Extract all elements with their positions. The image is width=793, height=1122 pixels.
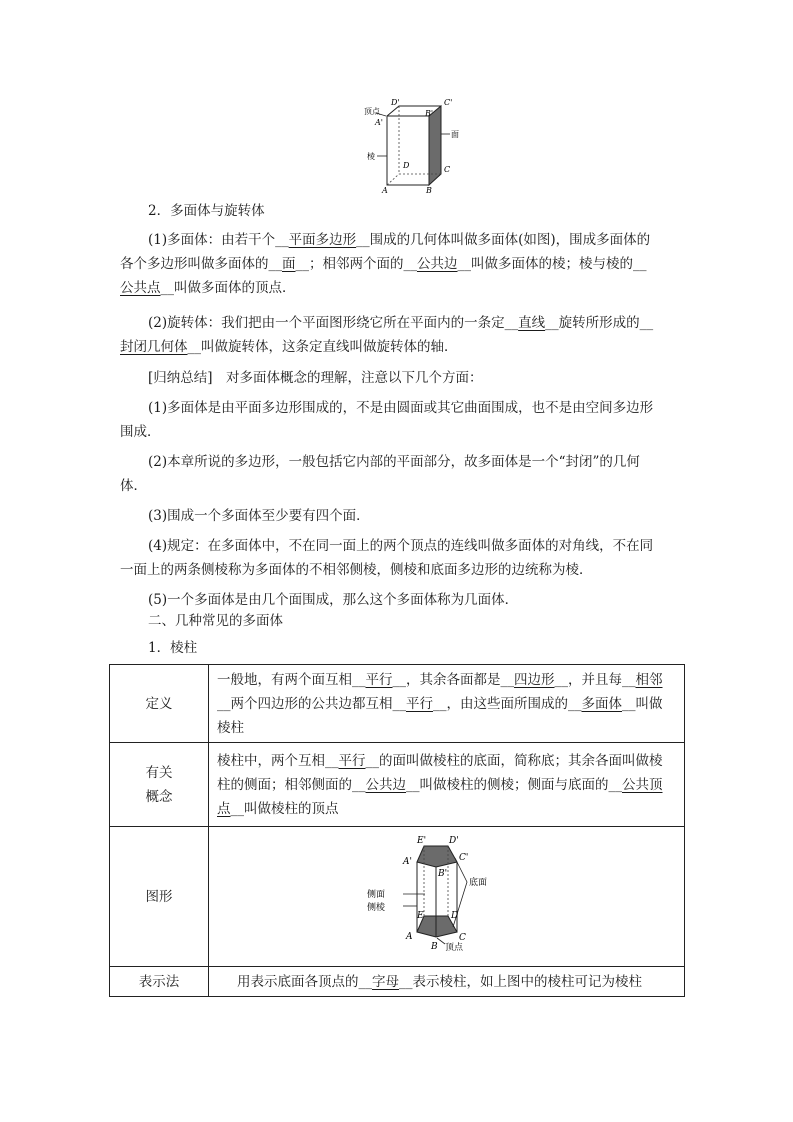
definition-content: 一般地，有两个面互相__平行__，其余各面都是__四边形__，并且每__相邻 __两个四边形的公共边都互相__平行__，由这些面所围成的__多面体__叫做 棱柱	[209, 665, 685, 743]
summary-item-3: (3)围成一个多面体至少要有四个面．	[148, 508, 370, 524]
cuboid-figure	[362, 96, 468, 196]
text: 围成的几何体叫做多面体(如图)，围成多面体的	[369, 232, 651, 248]
text: 旋转所形成的	[558, 315, 640, 331]
label-B1: B'	[425, 109, 434, 118]
summary-item-1: (1)多面体是由平面多边形围成的，不是由圆面或其它曲面围成，也不是由空间多边形	[148, 400, 654, 416]
blank-filled: __面__	[268, 256, 309, 272]
section-heading-common: 二、几种常见的多面体	[148, 613, 283, 629]
table-row	[110, 827, 685, 967]
concepts-content: 棱柱中，两个互相__平行__的面叫做棱柱的底面，简称底；其余各面叫做棱 柱的侧面；相邻侧面的__公共边__叫做棱柱的侧棱；侧面与底面的__公共顶 点__叫做棱柱的顶点	[209, 743, 685, 827]
side-face-label: 侧面	[366, 889, 385, 900]
label-C: C	[444, 165, 451, 174]
text: (2)旋转体：我们把由一个平面图形绕它所在平面内的一条定	[148, 315, 505, 331]
row-label-notation: 表示法	[110, 967, 209, 997]
text: 叫做旋转体，这条定直线叫做旋转体的轴．	[201, 339, 458, 355]
table-row	[110, 743, 685, 827]
label-A1: A'	[402, 856, 412, 867]
blank-filled: 公共点__	[120, 280, 174, 296]
label-E: E	[416, 910, 424, 921]
subsection-heading-prism: 1．棱柱	[148, 640, 198, 656]
notation-content: 用表示底面各顶点的__字母__表示棱柱，如上图中的棱柱可记为棱柱	[209, 967, 685, 997]
rotation-body-definition: (2)旋转体：我们把由一个平面图形绕它所在平面内的一条定__直线__旋转所形成的__ 封闭几何体__叫做旋转体，这条定直线叫做旋转体的轴．	[120, 315, 654, 355]
label-A1: A'	[375, 118, 383, 127]
blank-filled: __直线__	[504, 315, 559, 331]
blank-filled: 封闭几何体__	[120, 339, 201, 355]
blank-filled: __平面多边形__	[275, 232, 370, 248]
summary-item-4: (4)规定：在多面体中，不在同一面上的两个顶点的连线叫做多面体的对角线，不在同	[148, 538, 654, 554]
row-label-figure: 图形	[110, 827, 209, 967]
label-B: B	[426, 186, 432, 195]
label-B: B	[430, 941, 438, 952]
summary-block	[120, 366, 680, 612]
label-A: A	[382, 186, 388, 195]
pentagonal-prism-figure	[366, 832, 503, 962]
top-base	[417, 846, 457, 867]
table-row	[110, 967, 685, 997]
hidden-edge-3	[387, 174, 399, 185]
figure-content	[209, 827, 685, 967]
front-face	[387, 116, 429, 185]
summary-item-2-cont: 体．	[120, 478, 147, 494]
prism-table	[109, 664, 685, 997]
text: 叫做多面体的顶点．	[174, 280, 296, 296]
label-E1: E'	[416, 835, 426, 846]
vertex-pointer	[437, 938, 445, 944]
summary-tag: [归纳总结]	[148, 370, 213, 386]
row-label-concepts: 有关 概念	[110, 743, 209, 827]
summary-item-5: (5)一个多面体是由几个面围成，那么这个多面体称为几面体．	[148, 592, 519, 608]
base-label: 底面	[468, 877, 487, 888]
section-heading-polyhedra: 2．多面体与旋转体	[148, 203, 265, 219]
label-C1: C'	[458, 852, 468, 863]
label-C: C	[458, 932, 466, 943]
text: ；相邻两个面的	[309, 256, 404, 272]
face-label: 面	[451, 130, 459, 139]
vertex-label: 顶点	[364, 107, 380, 116]
side-edge-label: 侧棱	[366, 902, 385, 913]
text: (1)多面体：由若干个	[148, 232, 276, 248]
text: 对多面体概念的理解，注意以下几个方面：	[226, 370, 483, 386]
label-C1: C'	[444, 98, 453, 107]
text: 各个多边形叫做多面体的	[120, 256, 269, 272]
label-D: D	[403, 161, 410, 170]
label-D: D	[450, 910, 458, 921]
row-label-definition: 定义	[110, 665, 209, 743]
label-B1: B'	[437, 868, 447, 879]
text: 叫做多面体的棱；棱与棱的	[471, 256, 633, 272]
label-D1: D'	[391, 98, 400, 107]
edge-label: 棱	[367, 152, 375, 161]
summary-item-2: (2)本章所说的多边形，一般包括它内部的平面部分，故多面体是一个“封闭”的几何	[148, 454, 640, 470]
label-D1: D'	[448, 835, 459, 846]
label-A: A	[405, 931, 412, 942]
polyhedron-definition: (1)多面体：由若干个__平面多边形__围成的几何体叫做多面体(如图)，围成多面体的 各个多边形叫做多面体的__面__；相邻两个面的__公共边__叫做多面体的棱；棱与棱的__ 公共点__叫做多面体的顶点．	[120, 232, 651, 296]
summary-item-1-cont: 围成．	[120, 424, 161, 440]
vertex-label: 顶点	[444, 942, 463, 953]
table-row	[110, 665, 685, 743]
summary-item-4-cont: 一面上的两条侧棱称为多面体的不相邻侧棱，侧棱和底面多边形的边统称为棱．	[120, 562, 593, 578]
blank-filled: __公共边__	[403, 256, 471, 272]
